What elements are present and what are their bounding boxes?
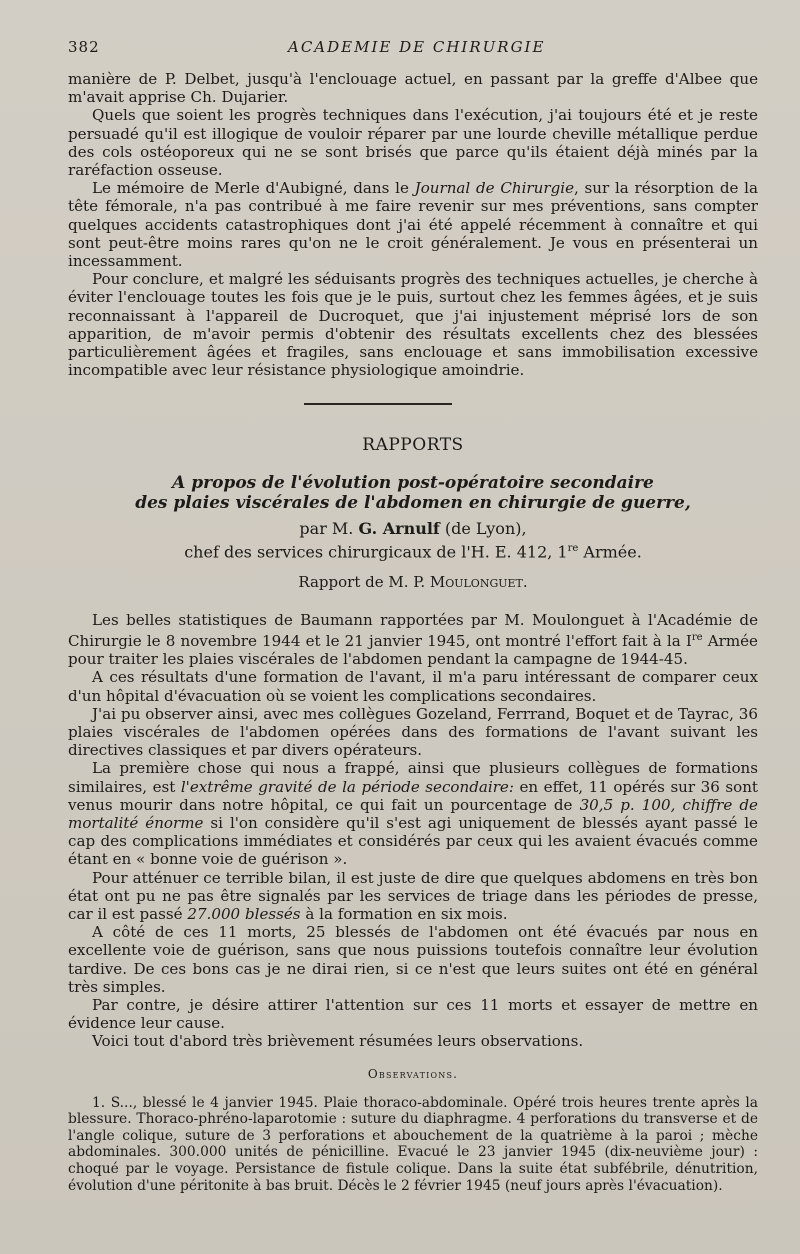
paragraph: Pour atténuer ce terrible bilan, il est juste de dire que quelques abdomens en très bon état ont pu ne pas être signalés par les services de triage dans les périodes de presse, car il est passé 27.000 blessés à la formation en six mois. — [68, 868, 758, 924]
paragraph: Par contre, je désire attirer l'attention sur ces 11 morts et essayer de mettre en évidence leur cause. — [68, 996, 758, 1033]
author-line: par M. G. Arnulf (de Lyon), — [299, 519, 527, 539]
report-attribution: Rapport de M. P. Moulonguet. — [298, 572, 528, 591]
paragraph: A ces résultats d'une formation de l'avant, il m'a paru intéressant de comparer ceux d'un hôpital d'évacuation où se voient les complications secondaires. — [68, 668, 758, 705]
intro-text — [68, 70, 758, 379]
article-body — [68, 611, 758, 1051]
paragraph: Le mémoire de Merle d'Aubigné, dans le Journal de Chirurgie, sur la résorption de la tête fémorale, n'a pas contribué à me faire revenir sur mes préventions, sans compter quelques accidents catastrophiques dont j'ai été appelé récemment à connaître et qui sont peut-être moins rares qu'on ne le croit généralement. Je vous en présenterai un incessamment. — [68, 179, 759, 271]
paragraph: La première chose qui nous a frappé, ainsi que plusieurs collègues de formations similaires, est l'extrême gravité de la période secondaire: en effet, 11 opérés sur 36 sont venus mourir dans notre hôpital, ce qui fait un pourcentage de 30,5 p. 100, chiffre de mortalité énorme si l'on considère qu'il s'est agi uniquement de blessés ayant passé le cap des complications immédiates et considérés par ceux qui les avaient évacués comme étant en « bonne voie de guérison ». — [68, 759, 758, 869]
journal-title: Journal de Chirurgie — [414, 179, 575, 198]
observations-list — [68, 1095, 758, 1195]
section-divider — [304, 403, 452, 405]
page-header — [68, 38, 758, 62]
observation-item: 1. S..., blessé le 4 janvier 1945. Plaie thoraco-abdominale. Opéré trois heures trente après la blessure. Thoraco-phréno-laparotomie : suture du diaphragme. 4 perforations du transverse et de l'angle colique, suture de 3 perforations et abouchement de la quatrième à la paroi ; mèche abdominales. 300.000 unités de pénicilline. Evacué le 23 janvier 1945 (dix-neuvième jour) : choqué par le voyage. Persistance de fistule colique. Dans la suite état subfébrile, dénutrition, évolution d'une péritonite à bas bruit. Décès le 2 février 1945 (neuf jours après l'évacuation). — [68, 1094, 758, 1194]
author-affiliation: chef des services chirurgicaux de l'H. E. 412, 1re Armée. — [184, 542, 642, 562]
paragraph: A côté de ces 11 morts, 25 blessés de l'abdomen ont été évacués par nous en excellente voie de guérison, sans que nous puissions toutefois connaître leur évolution tardive. De ces bons cas je ne dirai rien, si ce n'est que leurs suites ont été en général très simples. — [68, 923, 758, 996]
reporter-name: Moulonguet. — [429, 572, 528, 591]
section-heading: RAPPORTS — [362, 435, 464, 456]
running-title: ACADEMIE DE CHIRURGIE — [288, 38, 546, 56]
paragraph: manière de P. Delbet, jusqu'à l'enclouage actuel, en passant par la greffe d'Albee que m'avait apprise Ch. Dujarier. — [68, 70, 758, 107]
author-name: G. Arnulf — [358, 519, 440, 539]
paragraph: Les belles statistiques de Baumann rapportées par M. Moulonguet à l'Académie de Chirurgie le 8 novembre 1944 et le 21 janvier 1945, ont montré l'effort fait à la Ire Armée pour traiter les plaies viscérales de l'abdomen pendant la campagne de 1944-45. — [68, 610, 758, 669]
article-title — [68, 473, 758, 513]
article-title-line: des plaies viscérales de l'abdomen en chirurgie de guerre, — [135, 493, 691, 514]
paragraph: Voici tout d'abord très brièvement résumées leurs observations. — [92, 1032, 584, 1051]
observations-heading: Observations. — [367, 1066, 459, 1081]
article-title-line: A propos de l'évolution post-opératoire secondaire — [172, 473, 654, 494]
paragraph: Quels que soient les progrès techniques dans l'exécution, j'ai toujours été et je reste persuadé qu'il est illogique de vouloir réparer par une lourde cheville métallique perdue des cols ostéoporeux qui ne se sont brisés que parce qu'ils étaient déjà minés par la raréfaction osseuse. — [68, 106, 758, 180]
paragraph: Pour conclure, et malgré les séduisants progrès des techniques actuelles, je cherche à éviter l'enclouage toutes les fois que je le puis, surtout chez les femmes âgées, et je suis reconnaissant à l'appareil de Ducroquet, que j'ai injustement méprisé lors de son apparition, de m'avoir permis d'obtenir des résultats excellents chez des blessées particulièrement âgées et fragiles, sans enclouage et sans immobilisation excessive incompatible avec leur résistance physiologique amoindrie. — [68, 270, 758, 380]
page-number: 382 — [68, 38, 100, 56]
paragraph: J'ai pu observer ainsi, avec mes collègues Gozeland, Ferrrand, Boquet et de Tayrac, 36 plaies viscérales de l'abdomen opérées dans des formations de l'avant suivant les directives classiques et par divers opérateurs. — [68, 704, 758, 760]
